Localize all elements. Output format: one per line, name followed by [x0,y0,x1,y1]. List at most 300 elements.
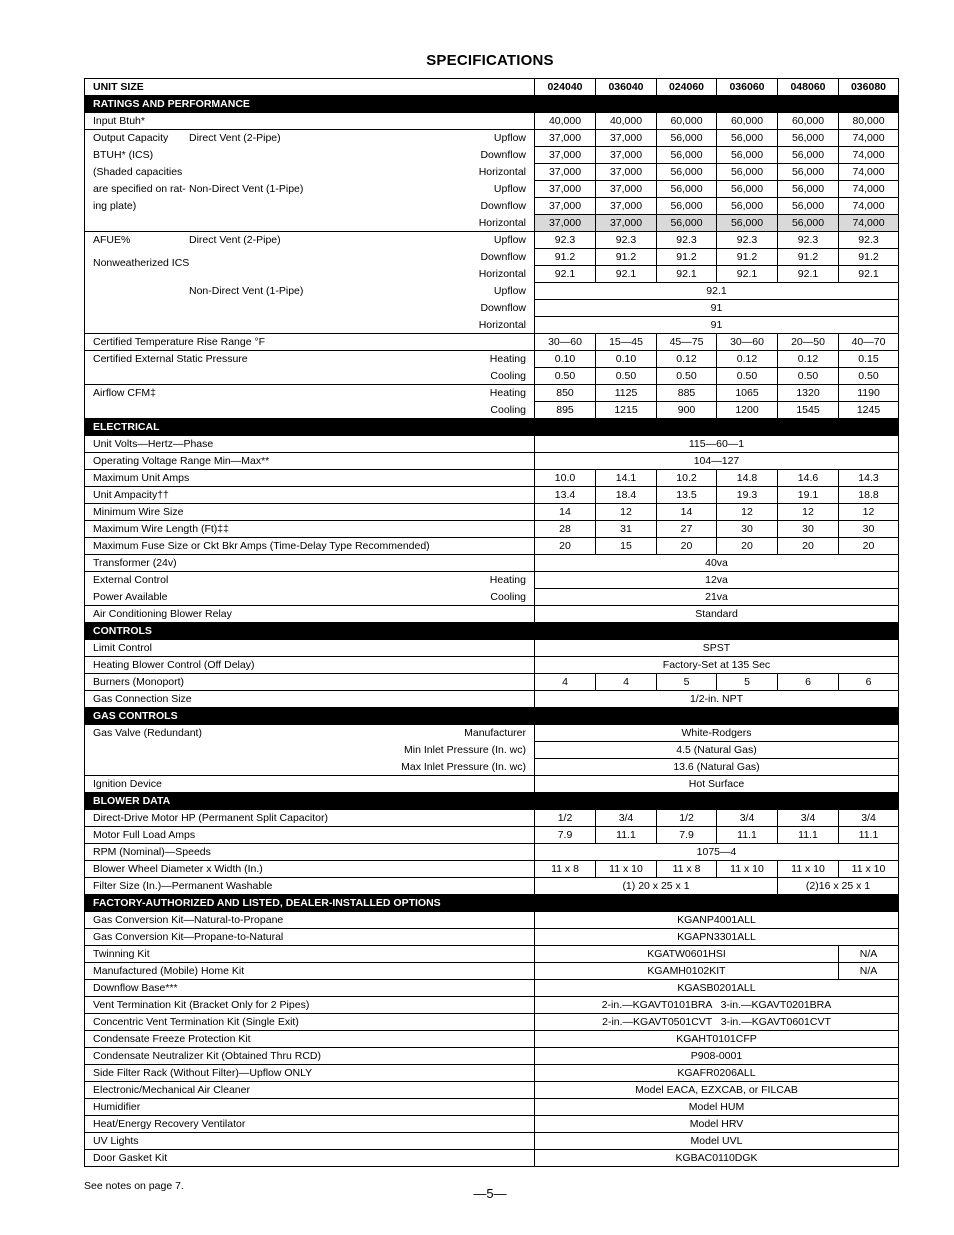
table-row [85,878,899,895]
row-label: Direct-Drive Motor HP (Permanent Split Capacitor) [85,810,535,827]
row-label-cell [85,249,535,266]
table-row [85,861,899,878]
value-cell: 4.5 (Natural Gas) [535,742,899,759]
value-cell: 92.1 [535,266,596,283]
row-label: Maximum Unit Amps [85,470,535,487]
value-cell: 14.8 [717,470,778,487]
value-cell: 92.3 [839,232,899,249]
value-cell: 20 [657,538,717,555]
value-cell: 1075—4 [535,844,899,861]
value-cell: 91.2 [535,249,596,266]
option-value: KGATW0601HSI [535,946,839,963]
option-value: N/A [839,946,899,963]
option-value: KGBAC0110DGK [535,1150,899,1167]
table-row [85,317,899,334]
output-label-line: (Shaded capacities [93,165,183,178]
option-row [85,1031,899,1048]
value-cell: 60,000 [657,113,717,130]
value-cell: 37,000 [535,198,596,215]
specifications-table [84,78,899,1167]
vent-type: Direct Vent (2-Pipe) [189,234,281,246]
table-row [85,725,899,742]
table-row [85,844,899,861]
option-value: 2-in.—KGAVT0501CVT 3-in.—KGAVT0601CVT [535,1014,899,1031]
row-label: External Control [93,574,169,586]
row-label-cell [85,317,535,334]
value-cell: 56,000 [717,130,778,147]
value-cell: 56,000 [717,147,778,164]
value-cell: 56,000 [778,130,839,147]
vent-type: Non-Direct Vent (1-Pipe) [189,284,304,297]
table-row [85,368,899,385]
value-cell: 56,000 [717,215,778,232]
afue-label: AFUE% [93,234,131,246]
row-label: Maximum Fuse Size or Ckt Bkr Amps (Time-Delay Type Recommended) [85,538,535,555]
value-cell: 11 x 10 [778,861,839,878]
row-label-cell [85,725,535,742]
value-cell: 56,000 [657,181,717,198]
option-value: Model HUM [535,1099,899,1116]
value-cell: 1065 [717,385,778,402]
section-title: CONTROLS [85,623,899,640]
row-sublabel: Max Inlet Pressure (In. wc) [401,760,526,773]
row-sublabel: Cooling [490,590,526,603]
value-cell: 3/4 [778,810,839,827]
row-label-cell [85,147,535,164]
flow-label: Horizontal [478,216,526,229]
row-label-cell [85,402,535,419]
row-label-cell [85,181,535,198]
value-cell: 895 [535,402,596,419]
value-cell: 6 [778,674,839,691]
value-cell: 14 [657,504,717,521]
value-cell: 11 x 10 [839,861,899,878]
value-cell: 12 [717,504,778,521]
value-cell: 37,000 [535,147,596,164]
value-cell: 92.1 [657,266,717,283]
row-label-cell [85,385,535,402]
value-cell: 92.3 [657,232,717,249]
table-row [85,555,899,572]
value-cell: Standard [535,606,899,623]
table-row [85,334,899,351]
value-cell: 5 [657,674,717,691]
value-cell: 45—75 [657,334,717,351]
value-cell: 74,000 [839,198,899,215]
value-cell: 74,000 [839,147,899,164]
table-row [85,453,899,470]
table-row [85,351,899,368]
option-value: 2-in.—KGAVT0101BRA 3-in.—KGAVT0201BRA [535,997,899,1014]
value-cell: 74,000 [839,181,899,198]
row-sublabel: Min Inlet Pressure (In. wc) [404,743,526,756]
value-cell: 60,000 [717,113,778,130]
value-cell: 74,000 [839,130,899,147]
value-cell: 1200 [717,402,778,419]
table-row [85,266,899,283]
option-value: P908-0001 [535,1048,899,1065]
value-cell: White-Rodgers [535,725,899,742]
value-cell: 4 [596,674,657,691]
flow-label: Horizontal [478,165,526,178]
option-row [85,1150,899,1167]
flow-label: Upflow [493,132,526,144]
row-label: Gas Valve (Redundant) [93,727,202,739]
option-row [85,1048,899,1065]
value-cell: 37,000 [535,215,596,232]
value-cell: 92.3 [596,232,657,249]
value-cell: 30 [717,521,778,538]
value-cell: 37,000 [596,147,657,164]
value-cell: 92.3 [535,232,596,249]
value-cell: 14.3 [839,470,899,487]
row-sublabel: Heating [489,574,526,586]
value-cell: 1/2 [657,810,717,827]
row-label: Heating Blower Control (Off Delay) [85,657,535,674]
value-cell: 13.6 (Natural Gas) [535,759,899,776]
table-row [85,674,899,691]
row-label-cell [85,130,535,147]
header-row [85,79,899,96]
row-label-cell [85,351,535,368]
value-cell: 91 [535,317,899,334]
value-cell: 19.3 [717,487,778,504]
value-cell: 1/2 [535,810,596,827]
option-row [85,1014,899,1031]
page-title: SPECIFICATIONS [426,52,554,69]
value-cell: 37,000 [596,215,657,232]
value-cell: 28 [535,521,596,538]
flow-label: Downflow [480,199,526,212]
table-row [85,589,899,606]
value-cell: 1125 [596,385,657,402]
value-cell: 18.4 [596,487,657,504]
row-sublabel: Cooling [490,403,526,416]
value-cell: 37,000 [535,130,596,147]
table-row [85,130,899,147]
value-cell: 74,000 [839,164,899,181]
value-cell: 11.1 [778,827,839,844]
value-cell: 56,000 [657,164,717,181]
value-cell: 1245 [839,402,899,419]
value-cell: 0.10 [596,351,657,368]
option-label: Door Gasket Kit [85,1150,535,1167]
value-cell: 92.1 [535,283,899,300]
table-row [85,521,899,538]
table-row [85,504,899,521]
value-cell: 92.1 [778,266,839,283]
value-cell: 20 [717,538,778,555]
row-label: Airflow CFM‡ [93,387,157,399]
table-row [85,436,899,453]
value-cell: 12 [839,504,899,521]
row-label-cell [85,742,535,759]
value-cell: 91.2 [717,249,778,266]
value-cell: 0.50 [839,368,899,385]
value-cell: Hot Surface [535,776,899,793]
row-label-cell [85,215,535,232]
value-cell: 92.3 [717,232,778,249]
flow-label: Upflow [493,234,526,246]
value-cell: 56,000 [717,181,778,198]
value-cell: 3/4 [717,810,778,827]
value-cell: 37,000 [596,164,657,181]
row-label: Operating Voltage Range Min—Max** [85,453,535,470]
table-row [85,113,899,130]
section-header [85,623,899,640]
value-cell: 91.2 [839,249,899,266]
row-label-cell [85,572,535,589]
option-row [85,980,899,997]
value-cell: 21va [535,589,899,606]
value-cell: 12 [778,504,839,521]
value-cell: 0.50 [717,368,778,385]
row-label: Minimum Wire Size [85,504,535,521]
section-title: RATINGS AND PERFORMANCE [85,96,899,113]
row-label: Certified External Static Pressure [93,353,248,365]
option-label: Condensate Freeze Protection Kit [85,1031,535,1048]
option-value: KGASB0201ALL [535,980,899,997]
option-row [85,929,899,946]
row-label: Ignition Device [85,776,535,793]
value-cell: 56,000 [657,198,717,215]
table-row [85,232,899,249]
row-label: Limit Control [85,640,535,657]
value-cell: 91 [535,300,899,317]
value-cell: 14.1 [596,470,657,487]
value-cell: 20 [535,538,596,555]
option-label: Gas Conversion Kit—Propane-to-Natural [85,929,535,946]
row-label-cell [85,759,535,776]
section-title: GAS CONTROLS [85,708,899,725]
value-cell: 15 [596,538,657,555]
value-cell: 37,000 [596,181,657,198]
output-label-line: Output Capacity [93,132,169,144]
table-row [85,385,899,402]
option-row [85,997,899,1014]
row-label: Certified Temperature Rise Range °F [85,334,535,351]
row-label: RPM (Nominal)—Speeds [85,844,535,861]
value-cell: 12va [535,572,899,589]
value-cell: 1215 [596,402,657,419]
value-cell: 7.9 [535,827,596,844]
table-row [85,657,899,674]
value-cell: 56,000 [717,198,778,215]
flow-label: Downflow [480,301,526,314]
column-header: 036060 [717,79,778,96]
value-cell: 3/4 [596,810,657,827]
row-label: Air Conditioning Blower Relay [85,606,535,623]
unit-size-header: UNIT SIZE [85,79,535,96]
value-cell: 37,000 [535,181,596,198]
value-cell: 4 [535,674,596,691]
option-label: Vent Termination Kit (Bracket Only for 2 Pipes) [85,997,535,1014]
option-value: Model HRV [535,1116,899,1133]
value-cell: 74,000 [839,215,899,232]
value-cell: (1) 20 x 25 x 1 [535,878,778,895]
value-cell: 30—60 [717,334,778,351]
table-row [85,640,899,657]
value-cell: 0.12 [717,351,778,368]
section-header [85,895,899,912]
option-row [85,1082,899,1099]
row-label-cell [85,300,535,317]
option-value: KGAPN3301ALL [535,929,899,946]
value-cell: 92.1 [596,266,657,283]
option-label: Manufactured (Mobile) Home Kit [85,963,535,980]
table-row [85,691,899,708]
value-cell: 11 x 8 [535,861,596,878]
row-label: Burners (Monoport) [85,674,535,691]
vent-type: Non-Direct Vent (1-Pipe) [189,182,304,195]
table-row [85,538,899,555]
value-cell: 31 [596,521,657,538]
row-label-cell [85,232,535,249]
row-label: Blower Wheel Diameter x Width (In.) [85,861,535,878]
value-cell: 12 [596,504,657,521]
flow-label: Downflow [480,148,526,161]
option-value: KGAHT0101CFP [535,1031,899,1048]
value-cell: 0.50 [657,368,717,385]
value-cell: 56,000 [778,164,839,181]
option-value: KGANP4001ALL [535,912,899,929]
flow-label: Downflow [480,250,526,263]
flow-label: Upflow [493,284,526,297]
option-label: Downflow Base*** [85,980,535,997]
table-row [85,487,899,504]
option-label: Concentric Vent Termination Kit (Single Exit) [85,1014,535,1031]
row-sublabel: Heating [489,387,526,399]
option-value: Model EACA, EZXCAB, or FILCAB [535,1082,899,1099]
afue-sub-label: Nonweatherized ICS [93,256,190,266]
option-value: KGAFR0206ALL [535,1065,899,1082]
value-cell: 56,000 [778,215,839,232]
option-row [85,1065,899,1082]
row-label: Filter Size (In.)—Permanent Washable [85,878,535,895]
value-cell: 80,000 [839,113,899,130]
value-cell: Factory-Set at 135 Sec [535,657,899,674]
value-cell: 14 [535,504,596,521]
table-row [85,300,899,317]
value-cell: 0.15 [839,351,899,368]
section-title: BLOWER DATA [85,793,899,810]
row-label-cell [85,198,535,215]
table-row [85,215,899,232]
value-cell: 7.9 [657,827,717,844]
option-row [85,1099,899,1116]
output-label-line: are specified on rat- [93,182,186,195]
value-cell: 91.2 [778,249,839,266]
option-row [85,912,899,929]
value-cell: 56,000 [657,130,717,147]
option-label: Side Filter Rack (Without Filter)—Upflow ONLY [85,1065,535,1082]
value-cell: 20 [839,538,899,555]
value-cell: 10.0 [535,470,596,487]
value-cell: 40va [535,555,899,572]
column-header: 036040 [596,79,657,96]
section-header [85,708,899,725]
option-label: Humidifier [85,1099,535,1116]
value-cell: 0.10 [535,351,596,368]
value-cell: 37,000 [596,130,657,147]
value-cell: 56,000 [657,147,717,164]
value-cell: 56,000 [717,164,778,181]
option-row [85,946,899,963]
value-cell: 60,000 [778,113,839,130]
value-cell: 13.4 [535,487,596,504]
value-cell: 104—127 [535,453,899,470]
value-cell: 0.12 [778,351,839,368]
table-row [85,198,899,215]
row-label: Motor Full Load Amps [85,827,535,844]
value-cell: 11 x 8 [657,861,717,878]
row-label: Unit Volts—Hertz—Phase [85,436,535,453]
option-value: Model UVL [535,1133,899,1150]
option-label: Twinning Kit [85,946,535,963]
option-label: Condensate Neutralizer Kit (Obtained Thru RCD) [85,1048,535,1065]
section-title: FACTORY-AUTHORIZED AND LISTED, DEALER-INSTALLED OPTIONS [85,895,899,912]
value-cell: 92.1 [717,266,778,283]
value-cell: 11.1 [839,827,899,844]
row-label-cell [85,283,535,300]
value-cell: 3/4 [839,810,899,827]
table-row [85,606,899,623]
row-label: Transformer (24v) [85,555,535,572]
value-cell: 0.50 [778,368,839,385]
section-header [85,793,899,810]
value-cell: 56,000 [778,147,839,164]
row-sublabel: Cooling [490,369,526,382]
value-cell: SPST [535,640,899,657]
footnote: See notes on page 7. [84,1180,184,1192]
row-label: Gas Connection Size [85,691,535,708]
row-label: Unit Ampacity†† [85,487,535,504]
page-number: —5— [473,1186,507,1201]
output-label-line: BTUH* (ICS) [93,148,154,161]
row-label: Maximum Wire Length (Ft)‡‡ [85,521,535,538]
table-row [85,249,899,266]
value-cell: 900 [657,402,717,419]
section-title: ELECTRICAL [85,419,899,436]
value-cell: 1190 [839,385,899,402]
value-cell: 56,000 [657,215,717,232]
option-row [85,963,899,980]
value-cell: 56,000 [778,181,839,198]
value-cell: 92.1 [839,266,899,283]
value-cell: 115—60—1 [535,436,899,453]
value-cell: 19.1 [778,487,839,504]
value-cell: 30 [778,521,839,538]
value-cell: 37,000 [596,198,657,215]
column-header: 024060 [657,79,717,96]
value-cell: 11.1 [596,827,657,844]
table-row [85,742,899,759]
option-label: Heat/Energy Recovery Ventilator [85,1116,535,1133]
value-cell: 850 [535,385,596,402]
value-cell: 40—70 [839,334,899,351]
value-cell: 1545 [778,402,839,419]
flow-label: Upflow [493,182,526,195]
value-cell: 0.50 [535,368,596,385]
value-cell: 0.12 [657,351,717,368]
row-label: Input Btuh* [85,113,535,130]
table-row [85,759,899,776]
option-row [85,1116,899,1133]
option-value: KGAMH0102KIT [535,963,839,980]
value-cell: 11 x 10 [717,861,778,878]
table-row [85,572,899,589]
value-cell: 1/2-in. NPT [535,691,899,708]
